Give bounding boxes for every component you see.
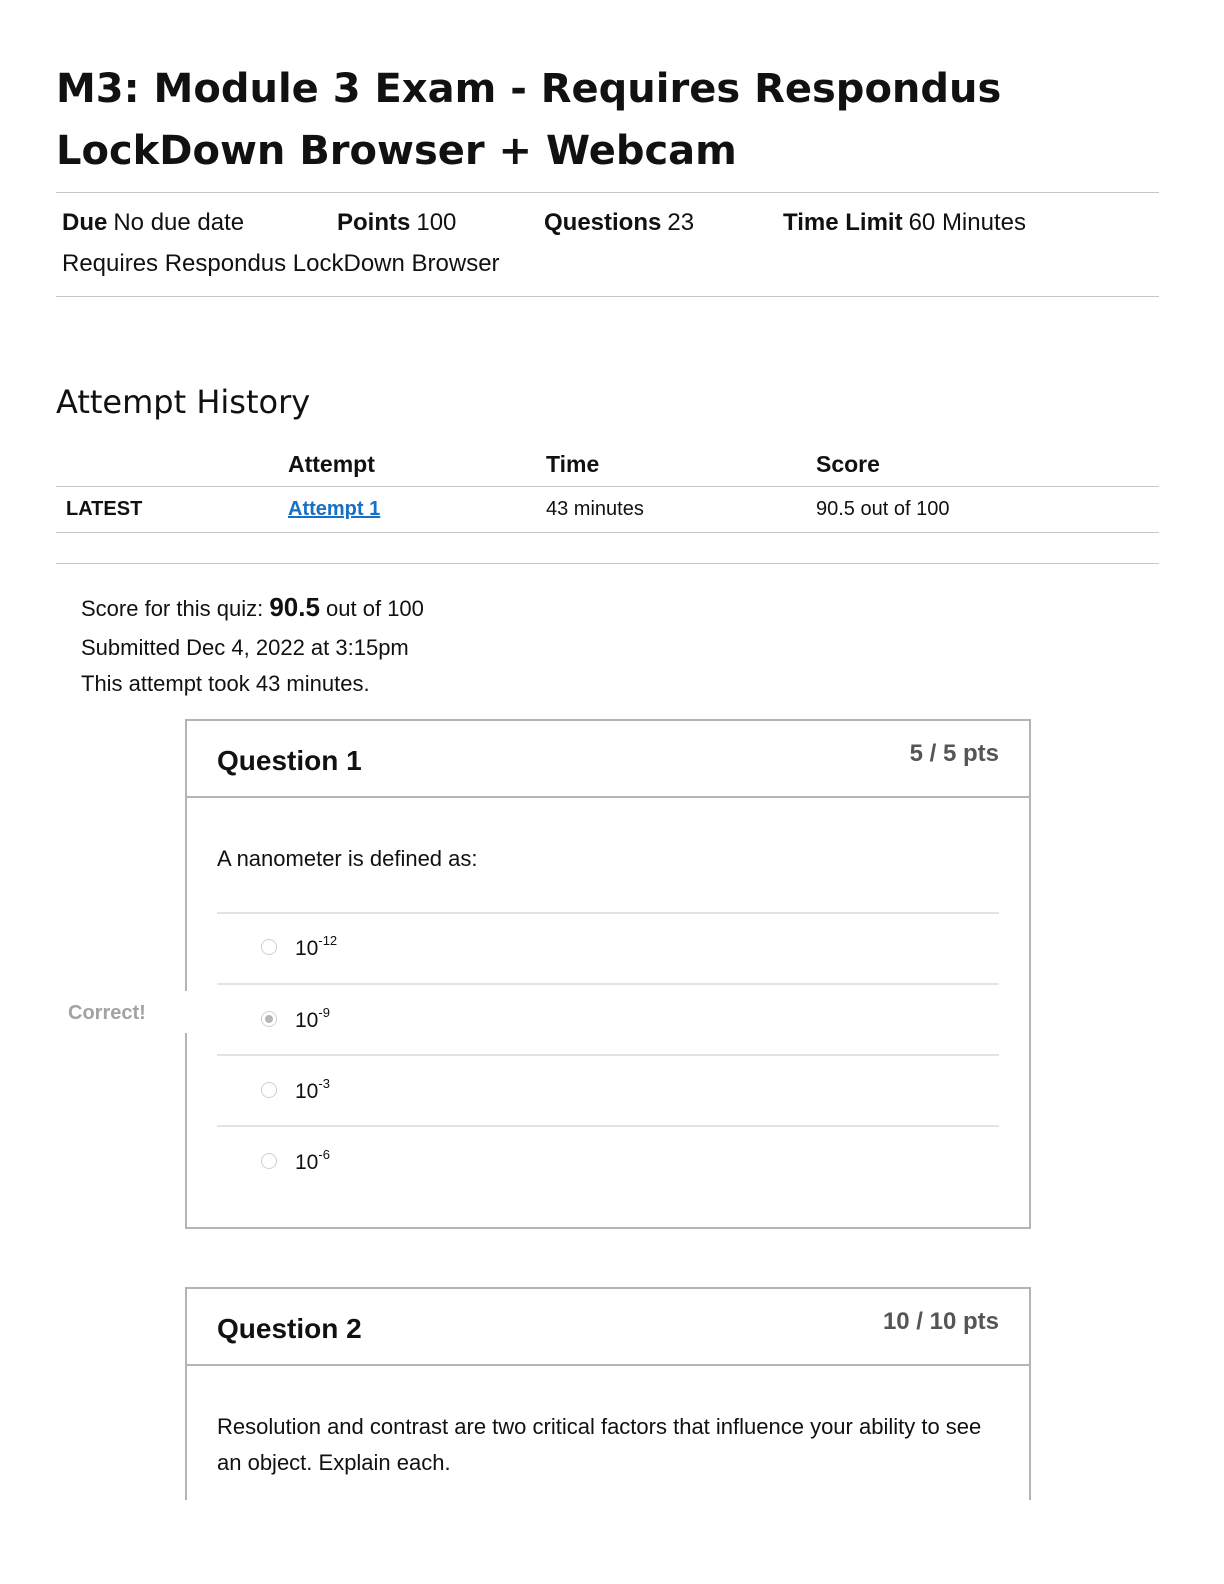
answer-text xyxy=(295,935,337,963)
lockdown-note: Requires Respondus LockDown Browser xyxy=(62,250,500,277)
question-header xyxy=(187,721,1029,798)
attempt-history-heading: Attempt History xyxy=(56,383,311,421)
answer-base: 10 xyxy=(295,937,319,960)
score-value: 90.5 xyxy=(269,592,320,622)
latest-tag: LATEST xyxy=(66,498,143,520)
question-text: Resolution and contrast are two critical factors that influence your ability to see an object. Explain each. xyxy=(217,1414,982,1475)
column-header-score: Score xyxy=(816,451,880,477)
score-prefix: Score for this quiz: xyxy=(81,596,270,621)
meta-points xyxy=(337,207,456,239)
answer-divider xyxy=(217,1054,999,1056)
radio-button[interactable] xyxy=(261,939,277,955)
column-header-attempt: Attempt xyxy=(288,451,375,477)
question-card-2 xyxy=(185,1287,1031,1529)
answer-exponent: -6 xyxy=(318,1147,330,1162)
quiz-score xyxy=(81,592,424,624)
answer-text xyxy=(295,1078,330,1106)
question-title: Question 2 xyxy=(217,1313,362,1344)
due-label: Due xyxy=(62,209,108,236)
time-limit-label: Time Limit xyxy=(783,209,903,236)
column-header-time: Time xyxy=(546,451,600,477)
attempt-duration: This attempt took 43 minutes. xyxy=(81,671,370,696)
meta-questions xyxy=(544,207,694,239)
correct-marker-gap xyxy=(180,991,192,1033)
attempt-link[interactable]: Attempt 1 xyxy=(288,498,381,520)
submitted-time: Submitted Dec 4, 2022 at 3:15pm xyxy=(81,635,409,660)
title-divider xyxy=(56,192,1159,193)
meta-divider xyxy=(56,296,1159,297)
answer-base: 10 xyxy=(295,1151,319,1174)
time-limit-value: 60 Minutes xyxy=(908,209,1026,236)
questions-label: Questions xyxy=(544,209,662,236)
time-cell: 43 minutes xyxy=(546,498,644,520)
answer-base: 10 xyxy=(295,1080,319,1103)
question-title: Question 1 xyxy=(217,745,362,776)
attempt-cell xyxy=(288,496,380,522)
questions-value: 23 xyxy=(667,209,695,236)
answer-divider xyxy=(217,983,999,985)
question-text: A nanometer is defined as: xyxy=(217,846,478,871)
table-row-divider xyxy=(56,532,1159,533)
question-header xyxy=(187,1289,1029,1366)
summary-divider xyxy=(56,563,1159,564)
page-bottom-mask xyxy=(180,1500,1040,1584)
page-title: M3: Module 3 Exam - Requires Respondus LockDown Browser + Webcam xyxy=(56,66,1002,174)
radio-button-selected[interactable] xyxy=(261,1011,277,1027)
answer-divider xyxy=(217,912,999,914)
answer-text xyxy=(295,1007,330,1035)
question-card-1 xyxy=(185,719,1031,1229)
answer-exponent: -12 xyxy=(318,933,338,948)
points-label: Points xyxy=(337,209,411,236)
answer-divider xyxy=(217,1125,999,1127)
answer-exponent: -3 xyxy=(318,1076,330,1091)
score-suffix: out of 100 xyxy=(319,596,424,621)
points-value: 100 xyxy=(416,209,457,236)
table-header-divider xyxy=(56,486,1159,487)
radio-button[interactable] xyxy=(261,1082,277,1098)
question-points: 5 / 5 pts xyxy=(909,740,999,767)
answer-exponent: -9 xyxy=(318,1005,330,1020)
due-value: No due date xyxy=(113,209,245,236)
answer-base: 10 xyxy=(295,1009,319,1032)
score-cell: 90.5 out of 100 xyxy=(816,498,950,520)
meta-time-limit xyxy=(783,207,1026,239)
question-points: 10 / 10 pts xyxy=(882,1308,999,1335)
correct-label: Correct! xyxy=(68,1002,146,1024)
answer-text xyxy=(295,1149,330,1177)
radio-button[interactable] xyxy=(261,1153,277,1169)
meta-due xyxy=(62,207,244,239)
